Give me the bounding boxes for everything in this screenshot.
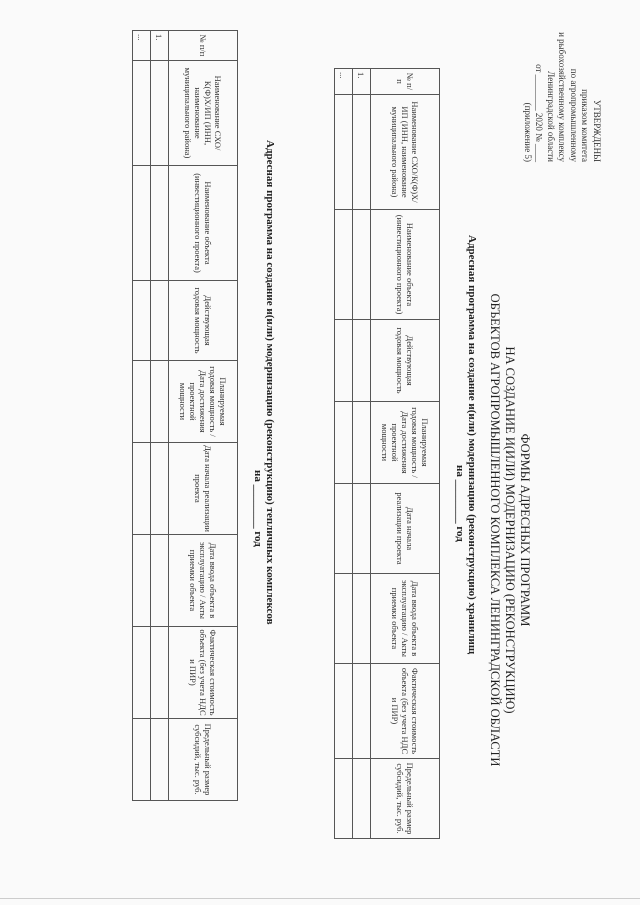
approval-line: по агропромышленному (569, 68, 579, 162)
header-cell: Планируемая годовая мощность /Дата достижения проектной мощности (371, 402, 440, 484)
title-line: НА СОЗДАНИЕ И(ИЛИ) МОДЕРНИЗАЦИЮ (РЕКОНСТРУКЦИЮ) (503, 346, 517, 714)
approval-line: УТВЕРЖДЕНЫ (592, 99, 602, 162)
header-cell: № п/п (371, 69, 440, 95)
header-cell: Предельный размер субсидий, тыс. руб. (371, 759, 440, 839)
table-cell (151, 443, 169, 535)
row-number: ... (133, 31, 151, 61)
table-cell (133, 719, 151, 801)
table-cell (335, 574, 353, 664)
table-cell (335, 759, 353, 839)
table-cell (353, 484, 371, 574)
header-cell: Фактическая стоимость объекта (без учета НДС и ПИР) (371, 664, 440, 759)
table-row (353, 69, 371, 839)
table-cell (151, 719, 169, 801)
row-number: 1. (353, 69, 371, 95)
table-cell (353, 210, 371, 320)
row-number: 1. (151, 31, 169, 61)
approval-line: приказом комитета (580, 89, 591, 162)
table-cell (151, 361, 169, 443)
header-cell: Дата начала реализации проекта (371, 484, 440, 574)
header-cell: Дата ввода объекта в эксплуатацию / Акты приемки объекта (371, 574, 440, 664)
table-header-row (371, 69, 440, 839)
header-cell: Дата начала реализации проекта (169, 443, 238, 535)
program2-title: Адресная программа на создание и(или) модернизацию (реконструкцию) тепличных комплексов (264, 140, 276, 625)
table-cell (335, 95, 353, 210)
program2-table (132, 30, 238, 801)
table-cell (151, 535, 169, 627)
table-cell (335, 320, 353, 402)
title-line: ФОРМЫ АДРЕСНЫХ ПРОГРАММ (518, 433, 532, 627)
table-cell (133, 281, 151, 361)
table-cell (335, 484, 353, 574)
table-cell (353, 402, 371, 484)
table-cell (151, 281, 169, 361)
table-cell (133, 535, 151, 627)
row-number: ... (335, 69, 353, 95)
table-cell (151, 61, 169, 166)
header-cell: Наименование СХО/К(Ф)Х/ИП (ИНН, наименование муниципального района) (169, 61, 238, 166)
table-cell (133, 443, 151, 535)
table-cell (335, 664, 353, 759)
table-cell (335, 402, 353, 484)
table-cell (151, 627, 169, 719)
table-cell (151, 166, 169, 281)
approval-line: от ________ 2020 № ____ (534, 64, 545, 162)
approval-line: (приложение 5) (523, 102, 533, 162)
header-cell: Предельный размер субсидий, тыс. руб. (169, 719, 238, 801)
table-cell (353, 574, 371, 664)
program1-title: Адресная программа на создание и(или) модернизацию (реконструкцию) хранилищ (466, 235, 478, 655)
program2-heading (252, 140, 276, 625)
table-cell (133, 61, 151, 166)
header-cell: Действующая годовая мощность (169, 281, 238, 361)
table-cell (133, 627, 151, 719)
header-cell: Наименование объекта (инвестиционного проекта) (169, 166, 238, 281)
table-header-row (169, 31, 238, 801)
header-cell: Дата ввода объекта в эксплуатацию / Акты приемки объекта (169, 535, 238, 627)
header-cell: Действующая годовая мощность (371, 320, 440, 402)
program1-table (334, 68, 440, 839)
header-cell: Фактическая стоимость объекта (без учета НДС и ПИР) (169, 627, 238, 719)
table-cell (133, 361, 151, 443)
header-cell: № п/п (169, 31, 238, 61)
table-row (335, 69, 353, 839)
scan-edge-line (0, 898, 640, 899)
approval-line: и рыбохозяйственному комплексу (557, 32, 568, 162)
program1-year: на ________ год (454, 465, 466, 542)
table-cell (335, 210, 353, 320)
table-row (133, 31, 151, 801)
document-title (487, 250, 532, 810)
header-cell: Наименование объекта (инвестиционного проекта) (371, 210, 440, 320)
approval-stamp (522, 12, 603, 162)
header-cell: Планируемая годовая мощность /Дата достижения проектной мощности (169, 361, 238, 443)
table-cell (133, 166, 151, 281)
approval-line: Ленинградской области (546, 71, 556, 162)
program2-year: на ________ год (252, 470, 264, 547)
table-cell (353, 664, 371, 759)
program1-heading (454, 235, 478, 654)
table-cell (353, 95, 371, 210)
title-line: ОБЪЕКТОВ АГРОПРОМЫШЛЕННОГО КОМПЛЕКСА ЛЕНИНГРАДСКОЙ ОБЛАСТИ (488, 293, 502, 767)
table-cell (353, 759, 371, 839)
table-row (151, 31, 169, 801)
header-cell: Наименование СХО/К(Ф)Х/ИП (ИНН, наименование муниципального района) (371, 95, 440, 210)
table-cell (353, 320, 371, 402)
